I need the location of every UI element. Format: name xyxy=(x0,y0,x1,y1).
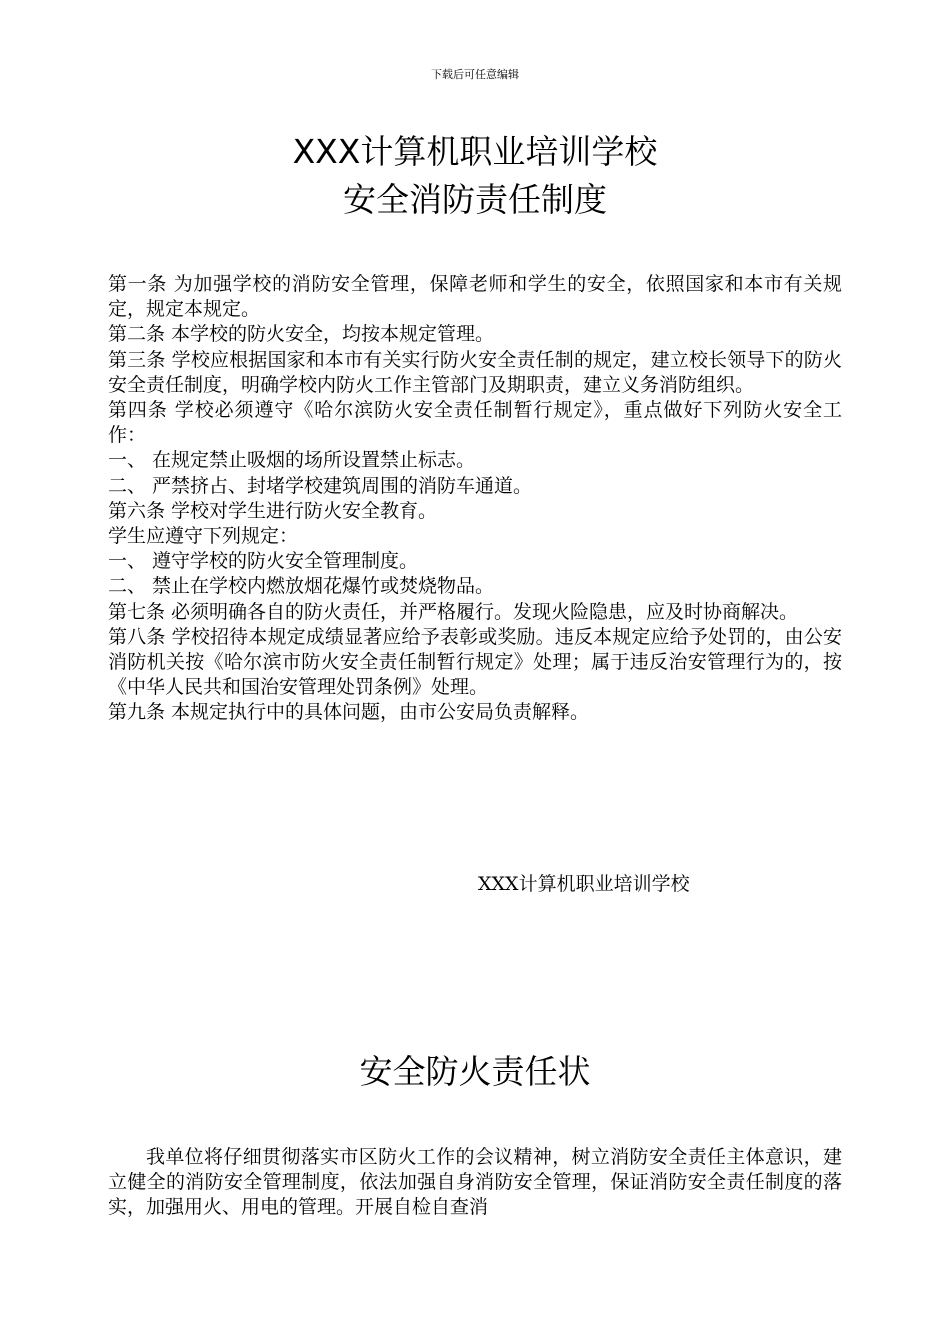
page-header-note: 下载后可任意编辑 xyxy=(431,68,519,81)
article-paragraph: 第一条 为加强学校的消防安全管理，保障老师和学生的安全，依照国家和本市有关规定，规定本规定。 xyxy=(108,273,842,321)
article-paragraph: 第二条 本学校的防火安全，均按本规定管理。 xyxy=(108,323,495,346)
list-item: 一、 遵守学校的防火安全管理制度。 xyxy=(108,550,419,573)
article-paragraph: 第九条 本规定执行中的具体问题，由市公安局负责解释。 xyxy=(108,701,590,724)
article-paragraph: 第六条 学校对学生进行防火安全教育。 xyxy=(108,499,438,522)
list-item: 一、 在规定禁止吸烟的场所设置禁止标志。 xyxy=(108,449,476,472)
pledge-body xyxy=(108,1145,842,1221)
article-paragraph: 第八条 学校招待本规定成绩显著应给予表彰或奖励。违反本规定应给予处罚的，由公安消防机关按《哈尔滨市防火安全责任制暂行规定》处理；属于违反治安管理行为的，按《中华人民共和国治安管理处罚条例》处理。 xyxy=(108,625,842,699)
signature-school: XXX计算机职业培训学校 xyxy=(478,873,690,895)
pledge-title: 安全防火责任状 xyxy=(359,1052,591,1091)
list-item: 二、 禁止在学校内燃放烟花爆竹或焚烧物品。 xyxy=(108,575,495,598)
article-paragraph: 第七条 必须明确各自的防火责任，并严格履行。发现火险隐患，应及时协商解决。 xyxy=(108,600,799,623)
article-paragraph: 第四条 学校必须遵守《哈尔滨防火安全责任制暂行规定》，重点做好下列防火安全工作： xyxy=(108,399,842,447)
document-title-school: XXX计算机职业培训学校 xyxy=(292,132,658,171)
regulation-body xyxy=(108,272,842,726)
article-paragraph: 学生应遵守下列规定： xyxy=(108,525,299,548)
article-paragraph: 第三条 学校应根据国家和本市有关实行防火安全责任制的规定，建立校长领导下的防火安全责任制度，明确学校内防火工作主管部门及期职责，建立义务消防组织。 xyxy=(108,348,842,396)
document-title-regulation: 安全消防责任制度 xyxy=(343,180,607,219)
pledge-paragraph: 我单位将仔细贯彻落实市区防火工作的会议精神，树立消防安全责任主体意识，建立健全的消防安全管理制度，依法加强自身消防安全管理，保证消防安全责任制度的落实，加强用火、用电的管理。开展自检自查消 xyxy=(108,1146,842,1219)
list-item: 二、 严禁挤占、封堵学校建筑周围的消防车通道。 xyxy=(108,474,533,497)
